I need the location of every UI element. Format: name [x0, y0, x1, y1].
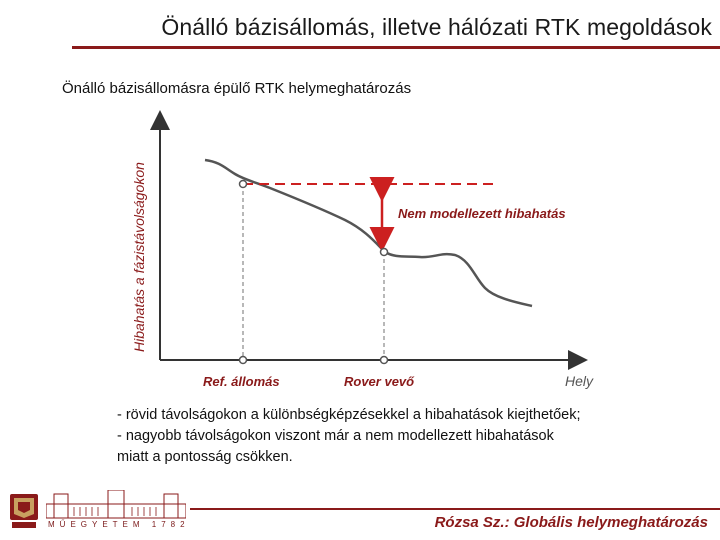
y-axis-label: Hibahatás a fázistávolságokon — [131, 162, 147, 352]
ref-curve-point — [240, 181, 247, 188]
bullet-item: - rövid távolságokon a különbségképzésekkel a hibahatások kiejthetőek; — [117, 407, 581, 423]
university-logo-icon — [6, 490, 42, 532]
error-curve — [205, 160, 532, 306]
rtk-error-diagram — [120, 110, 600, 395]
rover-curve-point — [381, 249, 388, 256]
ref-station-label: Ref. állomás — [203, 374, 280, 389]
university-text: MŰEGYETEM 1782 — [48, 520, 190, 529]
rover-label: Rover vevő — [344, 374, 415, 389]
footer-author: Rózsa Sz.: Globális helymeghatározás — [434, 514, 708, 531]
slide-title: Önálló bázisállomás, illetve hálózati RTK megoldások — [161, 14, 712, 40]
bullet-list — [117, 405, 580, 468]
footer-divider — [190, 508, 720, 510]
rover-axis-point — [381, 357, 388, 364]
building-icon — [46, 490, 186, 520]
x-axis-label: Hely — [565, 373, 594, 389]
bullet-item: miatt a pontosság csökken. — [117, 449, 293, 465]
title-divider — [72, 46, 720, 49]
slide-subtitle: Önálló bázisállomásra épülő RTK helymeghatározás — [62, 80, 412, 97]
ref-axis-point — [240, 357, 247, 364]
bullet-item: - nagyobb távolságokon viszont már a nem modellezett hibahatások — [117, 428, 554, 444]
arrow-label: Nem modellezett hibahatás — [398, 206, 566, 221]
